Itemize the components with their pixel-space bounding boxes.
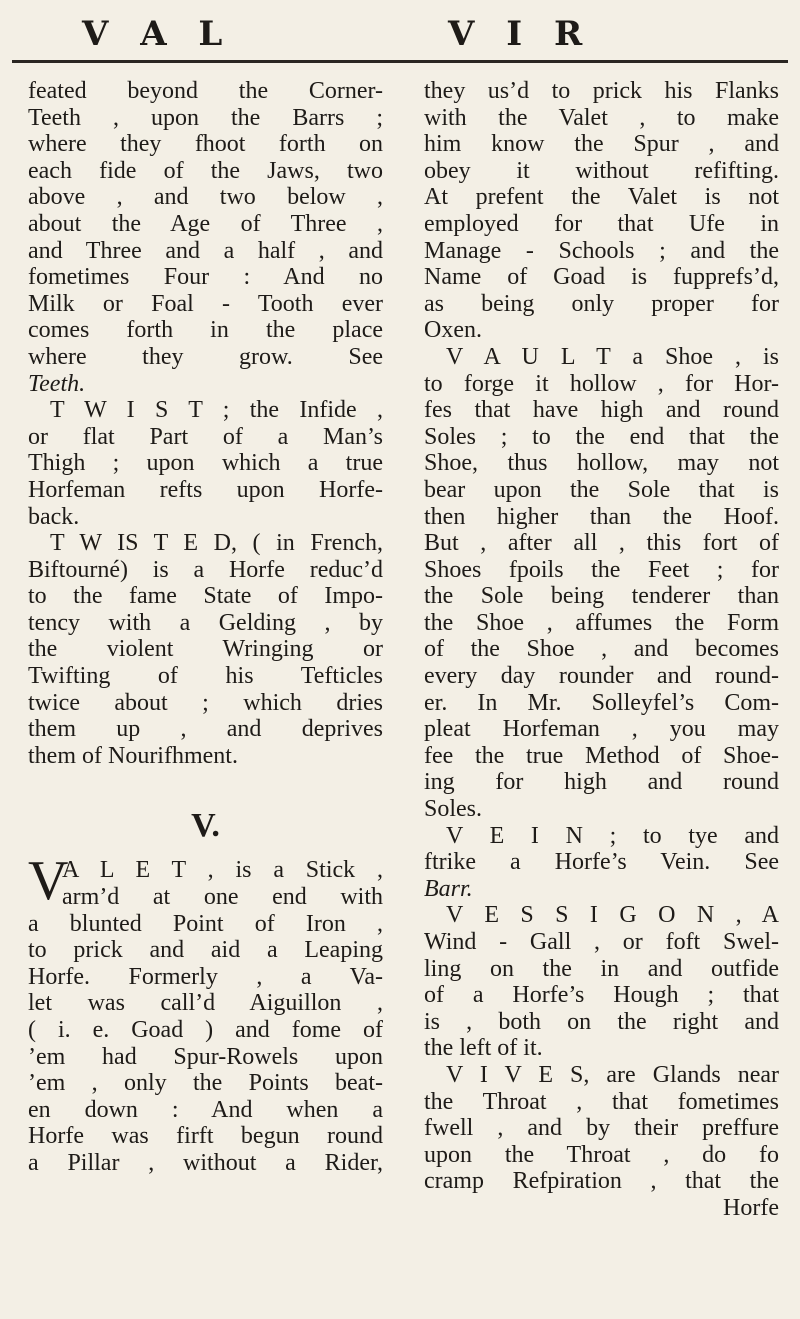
text-line: Shoe, thus hollow, may not <box>424 450 779 477</box>
text-line: with the Valet , to make <box>424 104 779 131</box>
text-line: ftrike a Horfe’s Vein. See <box>424 849 779 876</box>
text-line: where they fhoot forth on <box>28 131 383 158</box>
text-line: Manage - Schools ; and the <box>424 237 779 264</box>
text-line: the violent Wringing or <box>28 636 383 663</box>
text-line: er. In Mr. Solleyfel’s Com- <box>424 689 779 716</box>
text-line: and Three and a half , and <box>28 237 383 264</box>
text-line: V E I N ; to tye and <box>446 822 779 849</box>
section-heading: V. <box>191 807 220 845</box>
text-line: Name of Goad is fupprefs’d, <box>424 264 779 291</box>
text-line: about the Age of Three , <box>28 210 383 237</box>
text-line: upon the Throat , do fo <box>424 1141 779 1168</box>
text-line: of the Shoe , and becomes <box>424 636 779 663</box>
text-line: feated beyond the Corner- <box>28 78 383 104</box>
text-line: the Sole being tenderer than <box>424 583 779 610</box>
text-line: fes that have high and round <box>424 397 779 424</box>
text-line: a blunted Point of Iron , <box>28 910 383 937</box>
catchword: Horfe <box>723 1194 779 1221</box>
text-line: above , and two below , <box>28 184 383 211</box>
text-line: Soles ; to the end that the <box>424 423 779 450</box>
text-line: twice about ; which dries <box>28 689 383 716</box>
text-line: Teeth , upon the Barrs ; <box>28 104 383 131</box>
text-line: every day rounder and round- <box>424 663 779 690</box>
text-line: Horfe. Formerly , a Va- <box>28 963 383 990</box>
text-line: Horfe was firft begun round <box>28 1123 383 1150</box>
text-line: arm’d at one end with <box>62 884 383 911</box>
text-line: fwell , and by their preffure <box>424 1115 779 1142</box>
text-line: Teeth. <box>28 370 86 397</box>
text-line: let was call’d Aiguillon , <box>28 990 383 1017</box>
text-line: a Pillar , without a Rider, <box>28 1149 383 1176</box>
text-line: the Throat , that fometimes <box>424 1088 779 1115</box>
text-line: or flat Part of a Man’s <box>28 423 383 450</box>
text-line: the left of it. <box>424 1035 543 1062</box>
text-line: T W I S T ; the Infide , <box>50 397 383 424</box>
text-line: fometimes Four : And no <box>28 264 383 291</box>
text-line: ( i. e. Goad ) and fome of <box>28 1017 383 1043</box>
text-line: But , after all , this fort of <box>424 530 779 557</box>
text-line: then higher than the Hoof. <box>424 503 779 530</box>
text-line: cramp Refpiration , that the <box>424 1168 779 1195</box>
header-right: V I R <box>448 14 593 54</box>
text-line: Oxen. <box>424 317 482 344</box>
dropcap-line-text: A L E T , is a Stick , <box>62 857 383 884</box>
text-line: fee the true Method of Shoe- <box>424 742 779 769</box>
right-column <box>424 78 779 1222</box>
text-line: ling on the in and outfide <box>424 955 779 982</box>
left-column <box>28 78 383 1177</box>
text-line: ’em had Spur-Rowels upon <box>28 1043 383 1070</box>
text-line: as being only proper for <box>424 290 779 317</box>
text-line: they us’d to prick his Flanks <box>424 78 779 104</box>
text-line: employed for that Ufe in <box>424 210 779 237</box>
text-line: them of Nourifhment. <box>28 742 238 769</box>
text-line: is , both on the right and <box>424 1008 779 1035</box>
text-line: Barr. <box>424 875 473 902</box>
text-line: tency with a Gelding , by <box>28 609 383 636</box>
text-line: V A U L T a Shoe , is <box>446 343 779 370</box>
text-line: Twifting of his Tefticles <box>28 663 383 690</box>
header-left: V A L <box>82 14 233 54</box>
text-line: V I V E S, are Glands near <box>446 1061 779 1088</box>
text-line: ’em , only the Points beat- <box>28 1070 383 1097</box>
text-line: obey it without refifting. <box>424 157 779 184</box>
text-line: where they grow. See <box>28 343 383 370</box>
text-line: comes forth in the place <box>28 317 383 344</box>
text-line: to the fame State of Impo- <box>28 583 383 610</box>
text-line: Thigh ; upon which a true <box>28 450 383 477</box>
text-line: At prefent the Valet is not <box>424 184 779 211</box>
header-rule <box>12 60 788 63</box>
text-line: to forge it hollow , for Hor- <box>424 370 779 397</box>
text-line: back. <box>28 503 80 530</box>
text-line: V E S S I G O N , A <box>446 902 779 929</box>
text-line: Horfeman refts upon Horfe- <box>28 476 383 503</box>
running-header <box>0 14 800 60</box>
text-line: the Shoe , affumes the Form <box>424 609 779 636</box>
text-line: bear upon the Sole that is <box>424 476 779 503</box>
text-line: en down : And when a <box>28 1096 383 1123</box>
text-line: him know the Spur , and <box>424 131 779 158</box>
text-line: Soles. <box>424 796 483 823</box>
text-line: Milk or Foal - Tooth ever <box>28 290 383 317</box>
drop-cap: V <box>28 850 69 913</box>
text-line: each fide of the Jaws, two <box>28 157 383 184</box>
text-line: them up , and deprives <box>28 716 383 743</box>
text-line: to prick and aid a Leaping <box>28 937 383 964</box>
text-line: Shoes fpoils the Feet ; for <box>424 556 779 583</box>
text-line: ing for high and round <box>424 769 779 796</box>
text-line: of a Horfe’s Hough ; that <box>424 982 779 1009</box>
text-line: Wind - Gall , or foft Swel- <box>424 929 779 955</box>
text-line: T W IS T E D, ( in French, <box>50 530 383 557</box>
text-line: Biftourné) is a Horfe reduc’d <box>28 556 383 583</box>
text-line: pleat Horfeman , you may <box>424 716 779 743</box>
